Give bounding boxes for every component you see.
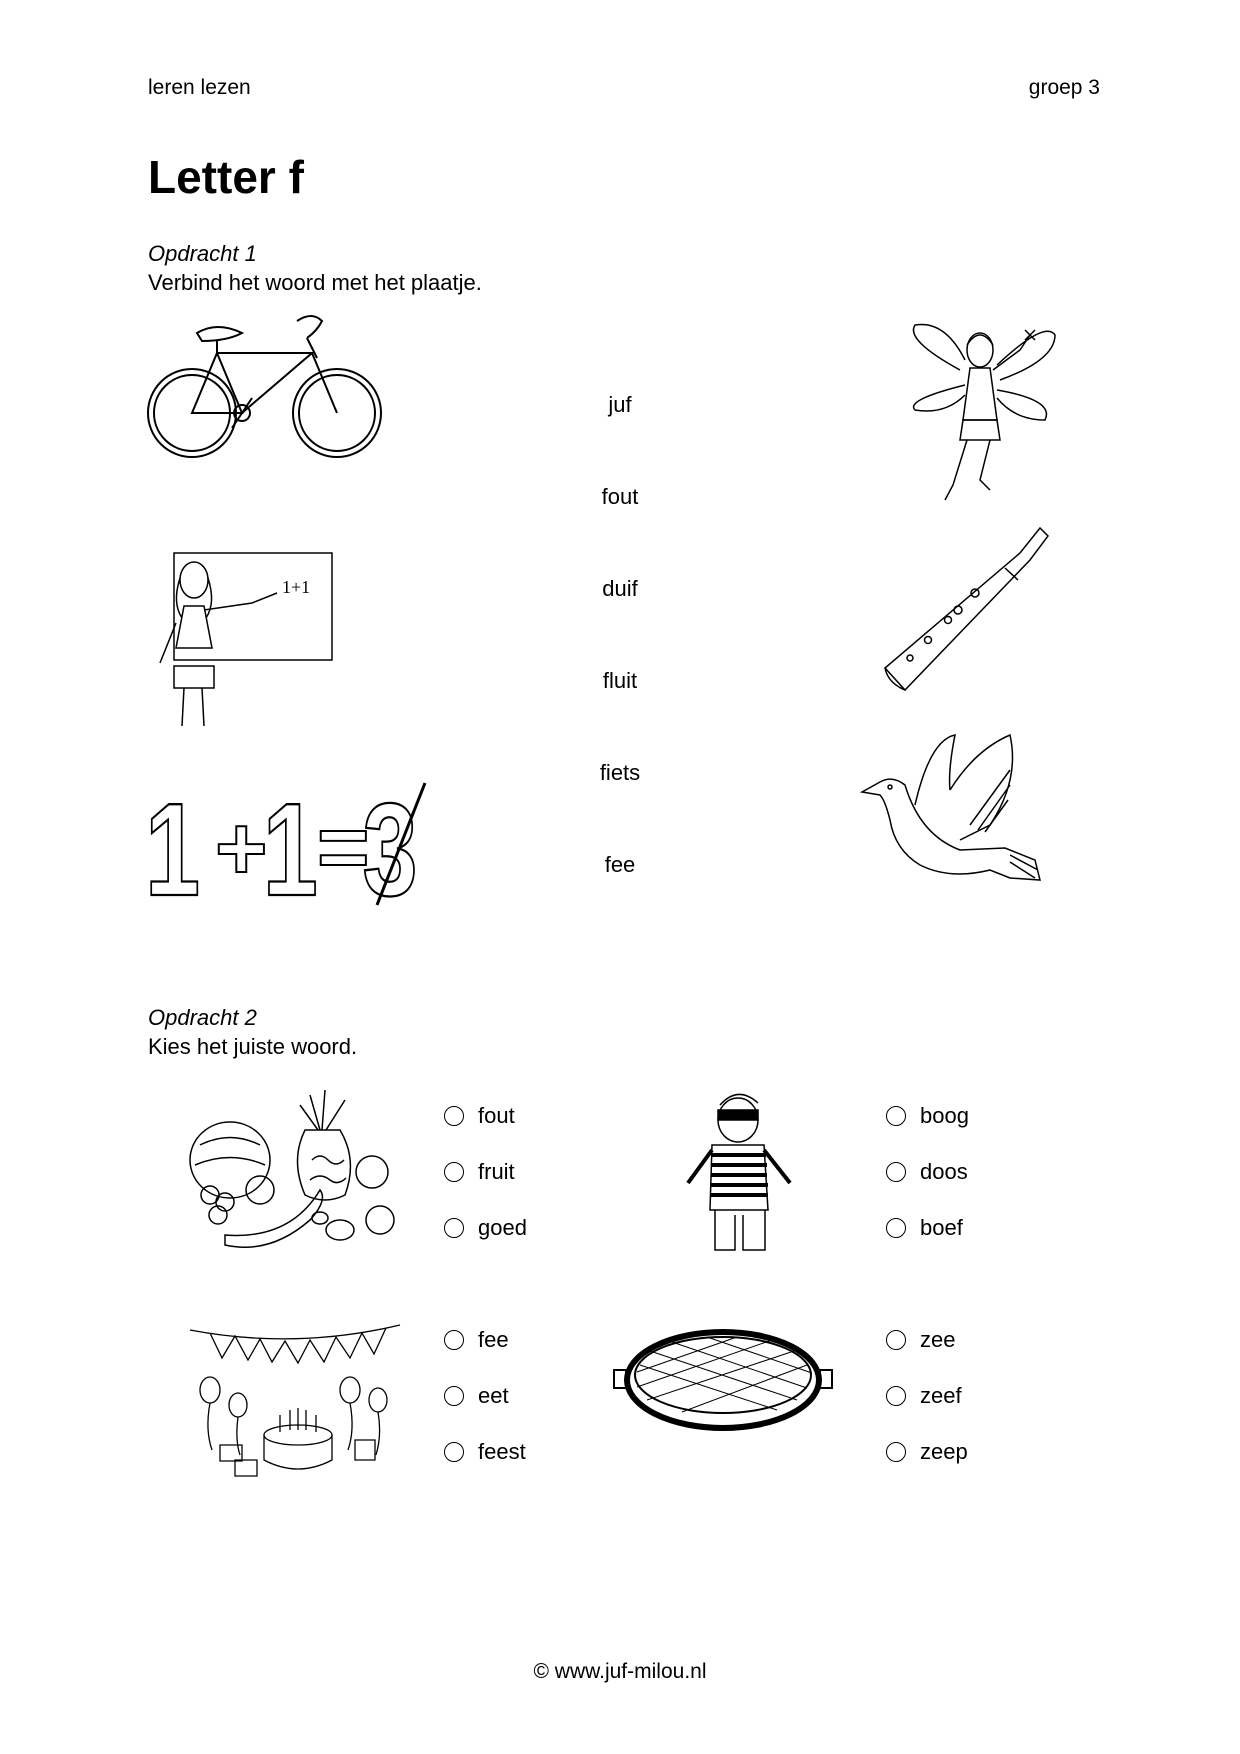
fairy-illustration <box>905 320 1060 515</box>
radio-button[interactable] <box>886 1218 906 1238</box>
bicycle-illustration <box>147 313 382 468</box>
dove-illustration <box>860 730 1055 905</box>
exercise-2-label: Opdracht 2 <box>148 1005 257 1030</box>
answer-option[interactable] <box>444 1437 526 1467</box>
answer-option[interactable] <box>886 1381 962 1411</box>
footer-copyright: © www.juf-milou.nl <box>533 1660 707 1683</box>
option-label: boog <box>920 1103 969 1128</box>
option-label: doos <box>920 1159 968 1184</box>
option-label: fout <box>478 1103 515 1128</box>
answer-option[interactable] <box>444 1381 509 1411</box>
header-right: groep 3 <box>1028 76 1100 99</box>
thief-illustration <box>680 1085 800 1260</box>
exercise-1-instruction: Verbind het woord met het plaatje. <box>148 270 482 295</box>
answer-option[interactable] <box>444 1213 527 1243</box>
option-label: goed <box>478 1215 527 1240</box>
svg-text:1+1: 1+1 <box>282 577 311 597</box>
exercise-2-instruction: Kies het juiste woord. <box>148 1034 358 1059</box>
fruit-illustration <box>180 1090 400 1255</box>
word-item[interactable]: fout <box>601 484 639 509</box>
answer-option[interactable] <box>444 1325 509 1355</box>
option-label: boef <box>920 1215 963 1240</box>
radio-button[interactable] <box>444 1442 464 1462</box>
answer-option[interactable] <box>886 1101 969 1131</box>
sum-plus: + <box>215 799 268 899</box>
radio-button[interactable] <box>886 1162 906 1182</box>
radio-button[interactable] <box>886 1442 906 1462</box>
answer-option[interactable] <box>886 1437 968 1467</box>
word-item[interactable]: juf <box>608 392 632 417</box>
radio-button[interactable] <box>886 1330 906 1350</box>
option-label: fee <box>478 1327 509 1352</box>
answer-option[interactable] <box>444 1157 515 1187</box>
radio-button[interactable] <box>444 1386 464 1406</box>
sieve-illustration <box>612 1325 834 1435</box>
option-label: zeep <box>920 1439 968 1464</box>
page-title: Letter f <box>148 151 304 203</box>
answer-option[interactable] <box>886 1325 955 1355</box>
option-label: eet <box>478 1383 509 1408</box>
radio-button[interactable] <box>444 1106 464 1126</box>
sum-equals: = <box>317 798 370 898</box>
word-item[interactable]: fee <box>604 852 636 877</box>
answer-option[interactable] <box>444 1101 515 1131</box>
word-item[interactable]: duif <box>602 576 638 601</box>
word-item[interactable]: fluit <box>602 668 638 693</box>
sum-digit-a: 1 <box>145 775 201 924</box>
radio-button[interactable] <box>886 1106 906 1126</box>
option-label: zeef <box>920 1383 962 1408</box>
sum-digit-b: 1 <box>262 775 318 924</box>
word-item[interactable]: fiets <box>599 760 641 785</box>
option-label: feest <box>478 1439 526 1464</box>
flute-illustration <box>880 528 1055 693</box>
option-label: fruit <box>478 1159 515 1184</box>
radio-button[interactable] <box>444 1162 464 1182</box>
radio-button[interactable] <box>444 1330 464 1350</box>
header-left: leren lezen <box>148 76 251 99</box>
radio-button[interactable] <box>444 1218 464 1238</box>
sum-wrong-digit: 3 <box>362 775 418 924</box>
answer-option[interactable] <box>886 1213 963 1243</box>
answer-option[interactable] <box>886 1157 968 1187</box>
wrong-sum-illustration <box>145 775 425 924</box>
radio-button[interactable] <box>886 1386 906 1406</box>
exercise-1-label: Opdracht 1 <box>148 241 257 266</box>
party-illustration <box>190 1320 400 1480</box>
teacher-illustration <box>152 548 337 728</box>
option-label: zee <box>920 1327 956 1352</box>
